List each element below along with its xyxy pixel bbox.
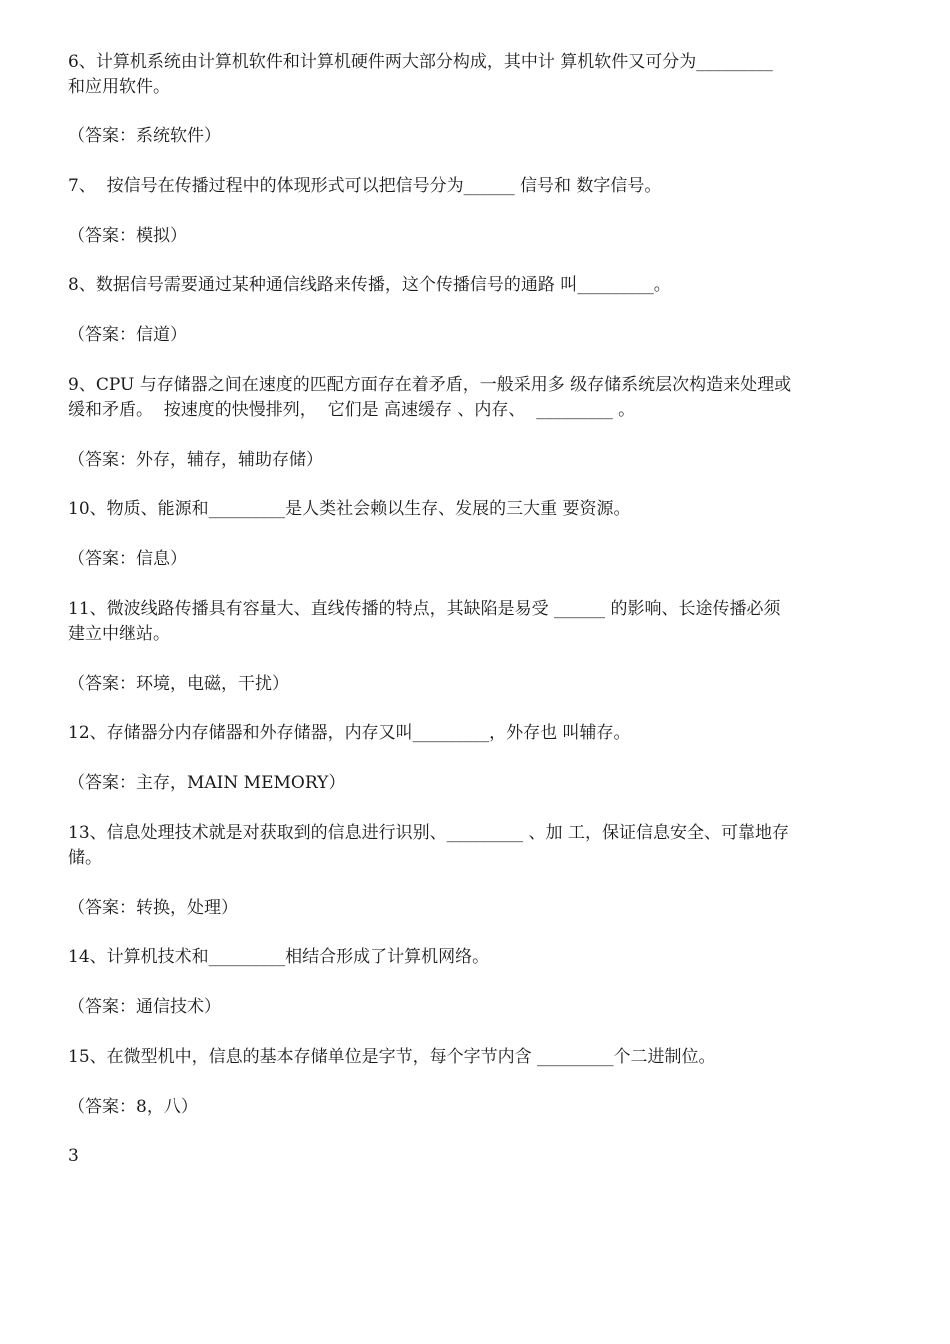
question-13-line-1: 13、信息处理技术就是对获取到的信息进行识别、_________ 、加 工，保证信息安全、可靠地存 <box>68 823 789 843</box>
question-9-line-1: 9、CPU 与存储器之间在速度的匹配方面存在着矛盾，一般采用多 级存储系统层次构造来处理或 <box>68 375 792 395</box>
question-6-line-1: 6、计算机系统由计算机软件和计算机硬件两大部分构成，其中计 算机软件又可分为_________ <box>68 52 773 72</box>
answer-15: （答案：8，八） <box>68 1097 198 1117</box>
question-10-line-1: 10、物质、能源和_________是人类社会赖以生存、发展的三大重 要资源。 <box>68 499 631 519</box>
answer-6: （答案：系统软件） <box>68 126 221 146</box>
answer-7: （答案：模拟） <box>68 226 187 246</box>
question-15-line-1: 15、在微型机中，信息的基本存储单位是字节，每个字节内含 _________个二进制位。 <box>68 1047 716 1067</box>
question-12-line-1: 12、存储器分内存储器和外存储器，内存又叫_________，外存也 叫辅存。 <box>68 723 631 743</box>
question-14-line-1: 14、计算机技术和_________相结合形成了计算机网络。 <box>68 947 490 967</box>
question-6-line-2: 和应用软件。 <box>68 77 170 97</box>
answer-12: （答案：主存，MAIN MEMORY） <box>68 773 346 793</box>
question-11-line-2: 建立中继站。 <box>68 624 170 644</box>
question-7-line-1: 7、 按信号在传播过程中的体现形式可以把信号分为______ 信号和 数字信号。 <box>68 176 662 196</box>
answer-9: （答案：外存，辅存，辅助存储） <box>68 450 323 470</box>
answer-11: （答案：环境，电磁，干扰） <box>68 674 289 694</box>
answer-8: （答案：信道） <box>68 325 187 345</box>
answer-13: （答案：转换，处理） <box>68 898 238 918</box>
question-9-line-2: 缓和矛盾。 按速度的快慢排列， 它们是 高速缓存 、内存、 _________ 。 <box>68 400 636 420</box>
answer-10: （答案：信息） <box>68 549 187 569</box>
page-number: 3 <box>68 1146 79 1166</box>
answer-14: （答案：通信技术） <box>68 997 221 1017</box>
question-13-line-2: 储。 <box>68 848 102 868</box>
question-11-line-1: 11、微波线路传播具有容量大、直线传播的特点，其缺陷是易受 ______ 的影响、长途传播必须 <box>68 599 781 619</box>
question-8-line-1: 8、数据信号需要通过某种通信线路来传播，这个传播信号的通路 叫_________。 <box>68 275 671 295</box>
